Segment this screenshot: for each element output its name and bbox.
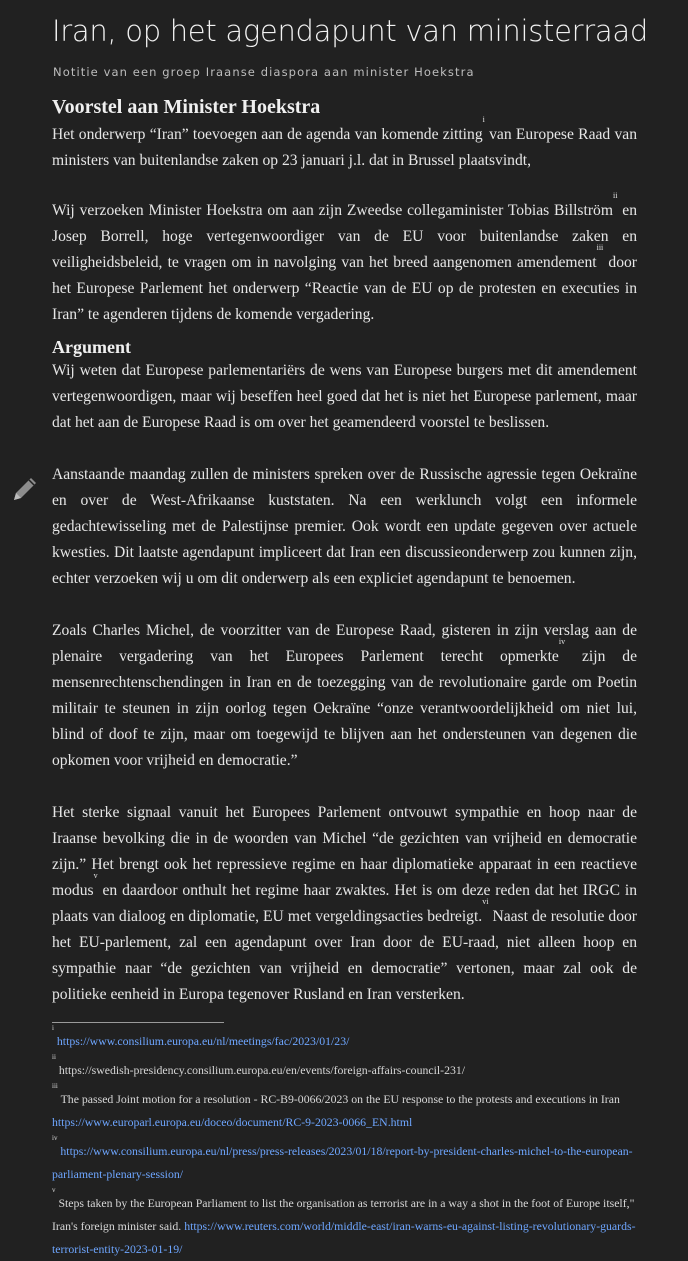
footnote-ref[interactable]: v	[93, 871, 98, 880]
document-title: Iran, op het agendapunt van ministerraad	[52, 14, 648, 48]
footnote-2: $^{ii}$ https://swedish-presidency.consilium.europa.eu/en/events/foreign-affairs-council-231/	[52, 1053, 466, 1077]
footnote-ref[interactable]: i	[482, 115, 485, 124]
paragraph-5: Zoals Charles Michel, de voorzitter van de Europese Raad, gisteren in zijn verslag aan de plenaire vergadering van het Europees Parlement terecht opmerkte$^{iv}$ zijn de mensenrechtenschendingen in Iran en de toezegging van de revolutionaire garde om Poetin militair te steunen in zijn oorlog tegen Oekraïne “onze verantwoordelijkheid om niet lui, blind of doof te zijn, maar om toegewijd te blijven aan het ondersteunen van degenen die opkomen voor vrijheid en democratie.”	[52, 622, 637, 769]
paragraph-2: Wij verzoeken Minister Hoekstra om aan zijn Zweedse collegaminister Tobias Billström$^{ii}$ en Josep Borrell, hoge vertegenwoordiger van de EU voor buitenlandse zaken en veiligheidsbeleid, te vragen om in navolging van het breed aangenomen amendement$^{iii}$ door het Europese Parlement het onderwerp “Reactie van de EU op de protesten en executies in Iran” te agenderen tijdens de komende vergadering.	[52, 191, 637, 323]
footnote-ref[interactable]: iii	[596, 243, 604, 252]
document-body	[52, 96, 637, 1261]
footnote-ref[interactable]: vi	[482, 897, 489, 906]
footnote-1: $^i$ https://www.consilium.europa.eu/nl/meetings/fac/2023/01/23/	[52, 1024, 350, 1048]
paragraph-6: Het sterke signaal vanuit het Europees Parlement ontvouwt sympathie en hoop naar de Iraanse bevolking die in de woorden van Michel “de gezichten van vrijheid en democratie zijn.” Het brengt ook het repressieve regime en haar diplomatieke apparaat in een reactieve modus$^v$ en daardoor onthult het regime haar zwaktes. Het is om deze reden dat het IRGC in plaats van dialoog en diplomatie, EU met vergeldingsacties bedreigt.$^{vi}$ Naast de resolutie door het EU-parlement, zal een agendapunt over Iran door de EU-raad, niet alleen hoop en sympathie naar “de gezichten van vrijheid en democratie” vertonen, maar zal ook de politieke eenheid in Europa tegenover Rusland en Iran versterken.	[52, 804, 637, 1003]
footnote-ref[interactable]: ii	[612, 191, 618, 200]
footnote-5: $^v$ Steps taken by the European Parliament to list the organisation as terrorist are in a way a shot in the foot of Europe itself," Iran's foreign minister said. https://www.reuters.com/world/middle-east/iran-warns-eu-against-listing-revolutionary-guards-terrorist-entity-2023-01-19/	[52, 1186, 636, 1256]
footnote-3: $^{iii}$ The passed Joint motion for a resolution - RC-B9-0066/2023 on the EU response to the protests and executions in Iran https://www.europarl.europa.eu/doceo/document/RC-9-2023-0066_EN.html	[52, 1082, 620, 1129]
section-heading-argument: Argument	[52, 337, 131, 357]
footnote-4: $^{iv}$ https://www.consilium.europa.eu/nl/press/press-releases/2023/01/18/report-by-president-charles-michel-to-the-european-parliament-plenary-session/	[52, 1134, 633, 1181]
footnotes	[52, 1024, 637, 1261]
footnote-divider	[52, 1022, 224, 1023]
paragraph-3: Wij weten dat Europese parlementariërs de wens van Europese burgers met dit amendement vertegenwoordigen, maar wij beseffen heel goed dat het is niet het Europese parlement, maar dat het aan de Europese Raad is om over het geamendeerd voorstel te beslissen.	[52, 362, 637, 431]
footnote-link[interactable]: https://www.consilium.europa.eu/nl/press/press-releases/2023/01/18/report-by-president-charles-michel-to-the-european-parliament-plenary-session/	[52, 1144, 633, 1181]
document-subtitle: Notitie van een groep Iraanse diaspora aan minister Hoekstra	[53, 65, 475, 79]
footnote-link[interactable]: https://www.consilium.europa.eu/nl/meetings/fac/2023/01/23/	[56, 1034, 350, 1048]
paragraph-1: Het onderwerp “Iran” toevoegen aan de agenda van komende zitting$^i$ van Europese Raad van ministers van buitenlandse zaken op 23 januari j.l. dat in Brussel plaatsvindt,	[52, 115, 637, 169]
footnote-link[interactable]: https://www.reuters.com/world/middle-east/iran-warns-eu-against-listing-revolutionary-guards-terrorist-entity-2023-01-19/	[52, 1219, 636, 1256]
footnote-link[interactable]: https://www.europarl.europa.eu/doceo/document/RC-9-2023-0066_EN.html	[52, 1115, 413, 1129]
pencil-icon[interactable]	[10, 474, 40, 509]
section-heading-voorstel: Voorstel aan Minister Hoekstra	[52, 96, 321, 118]
paragraph-4: Aanstaande maandag zullen de ministers spreken over de Russische agressie tegen Oekraïne en over de West-Afrikaanse kuststaten. Na een werklunch volgt een informele gedachtewisseling met de Palestijnse premier. Ook wordt een update gegeven over actuele kwesties. Dit laatste agendapunt impliceert dat Iran een discussieonderwerp zou kunnen zijn, echter verzoeken wij u om dit onderwerp als een expliciet agendapunt te benoemen.	[52, 466, 637, 587]
footnote-ref[interactable]: iv	[558, 637, 566, 646]
